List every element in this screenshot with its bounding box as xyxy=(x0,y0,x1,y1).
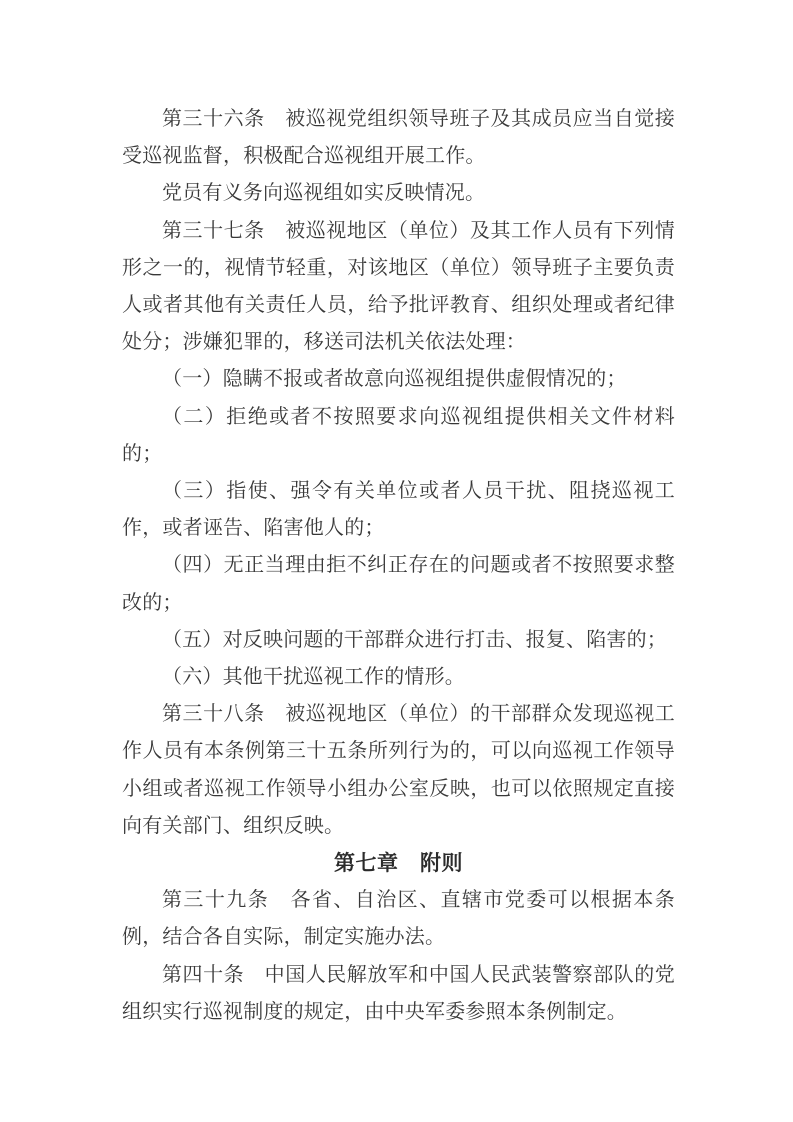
article-37-item-6: （六）其他干扰巡视工作的情形。 xyxy=(162,666,465,689)
article-37-paragraph: 第三十七条 被巡视地区（单位）及其工作人员有下列情形之一的，视情节轻重，对该地区（单位）领导班子主要负责人或者其他有关责任人员，给予批评教育、组织处理或者纪律处分；涉嫌犯罪的，移送司法机关依法处理： xyxy=(122,219,675,354)
article-36-paragraph: 第三十六条 被巡视党组织领导班子及其成员应当自觉接受巡视监督，积极配合巡视组开展工作。 xyxy=(122,108,675,168)
article-37-item-2: （二）拒绝或者不按照要求向巡视组提供相关文件材料的； xyxy=(122,405,675,465)
article-40-paragraph: 第四十条 中国人民解放军和中国人民武装警察部队的党组织实行巡视制度的规定，由中央军委参照本条例制定。 xyxy=(122,963,675,1023)
party-member-duty-paragraph: 党员有义务向巡视组如实反映情况。 xyxy=(162,182,486,205)
article-37-item-3: （三）指使、强令有关单位或者人员干扰、阻挠巡视工作，或者诬告、陷害他人的； xyxy=(122,480,675,540)
article-39-paragraph: 第三十九条 各省、自治区、直辖市党委可以根据本条例，结合各自实际，制定实施办法。 xyxy=(122,889,675,949)
article-37-item-5: （五）对反映问题的干部群众进行打击、报复、陷害的； xyxy=(162,628,667,651)
article-37-item-4: （四）无正当理由拒不纠正存在的问题或者不按照要求整改的； xyxy=(122,554,675,614)
article-38-paragraph: 第三十八条 被巡视地区（单位）的干部群众发现巡视工作人员有本条例第三十五条所列行为的，可以向巡视工作领导小组或者巡视工作领导小组办公室反映，也可以依照规定直接向有关部门、组织反映。 xyxy=(122,703,675,837)
chapter-7-heading: 第七章 附则 xyxy=(334,851,463,876)
article-37-item-1: （一）隐瞒不报或者故意向巡视组提供虚假情况的； xyxy=(162,368,627,391)
